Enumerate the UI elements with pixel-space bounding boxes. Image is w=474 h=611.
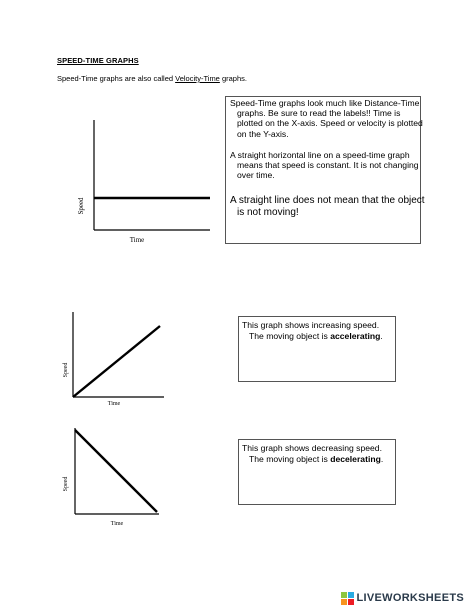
increasing-speed-line2-pre: The moving object is <box>249 330 331 341</box>
info-paragraph-moving: A straight line does not mean that the object is not moving! <box>230 195 425 218</box>
graph2-increasing-line <box>73 326 160 397</box>
decreasing-speed-line2-pre: The moving object is <box>249 453 331 464</box>
accelerating-term: accelerating <box>330 330 381 341</box>
increasing-speed-text <box>242 320 394 341</box>
decreasing-speed-line2-post: . <box>380 453 384 464</box>
speed-time-info-box <box>225 96 425 244</box>
graph1-y-axis-label: Speed <box>77 197 85 215</box>
brand-name: LIVEWORKSHEETS <box>356 592 464 604</box>
graph1-x-axis-label: Time <box>129 236 145 244</box>
graph3-x-axis-label: Time <box>110 521 124 527</box>
info-paragraph-constant: A straight horizontal line on a speed-time graph means that speed is constant. It is not changing over time. <box>230 150 419 181</box>
info-paragraph-labels: Speed-Time graphs look much like Distance-Time graphs. Be sure to read the labels!! Time is plotted on the X-axis. Speed or velocity is plotted on the Y-axis. <box>230 98 423 139</box>
decreasing-speed-text <box>242 443 394 464</box>
decreasing-speed-graph <box>62 426 172 531</box>
intro-velocity-time-term: Velocity-Time <box>175 74 220 83</box>
constant-speed-graph <box>72 118 212 248</box>
decreasing-speed-box <box>238 439 396 505</box>
page-title: SPEED-TIME GRAPHS <box>57 56 139 65</box>
decelerating-term: decelerating <box>330 453 381 464</box>
liveworksheets-footer[interactable] <box>341 591 465 605</box>
graph2-y-axis-label: Speed <box>63 362 69 378</box>
graph3-y-axis-label: Speed <box>63 476 69 492</box>
graph3-decreasing-line <box>75 430 157 512</box>
graph2-x-axis-label: Time <box>107 401 121 407</box>
decreasing-speed-line2 <box>242 454 383 464</box>
increasing-speed-line2-post: . <box>380 330 383 341</box>
intro-text-after: graphs. <box>219 74 247 83</box>
intro-text <box>57 74 247 83</box>
increasing-speed-line2 <box>242 331 383 341</box>
decreasing-speed-line1: This graph shows decreasing speed. <box>242 443 382 453</box>
liveworksheets-logo-icon <box>341 592 354 605</box>
increasing-speed-line1: This graph shows increasing speed. <box>242 320 380 330</box>
increasing-speed-graph <box>62 310 172 410</box>
increasing-speed-box <box>238 316 396 382</box>
intro-text-before: Speed-Time graphs are also called <box>57 74 176 83</box>
